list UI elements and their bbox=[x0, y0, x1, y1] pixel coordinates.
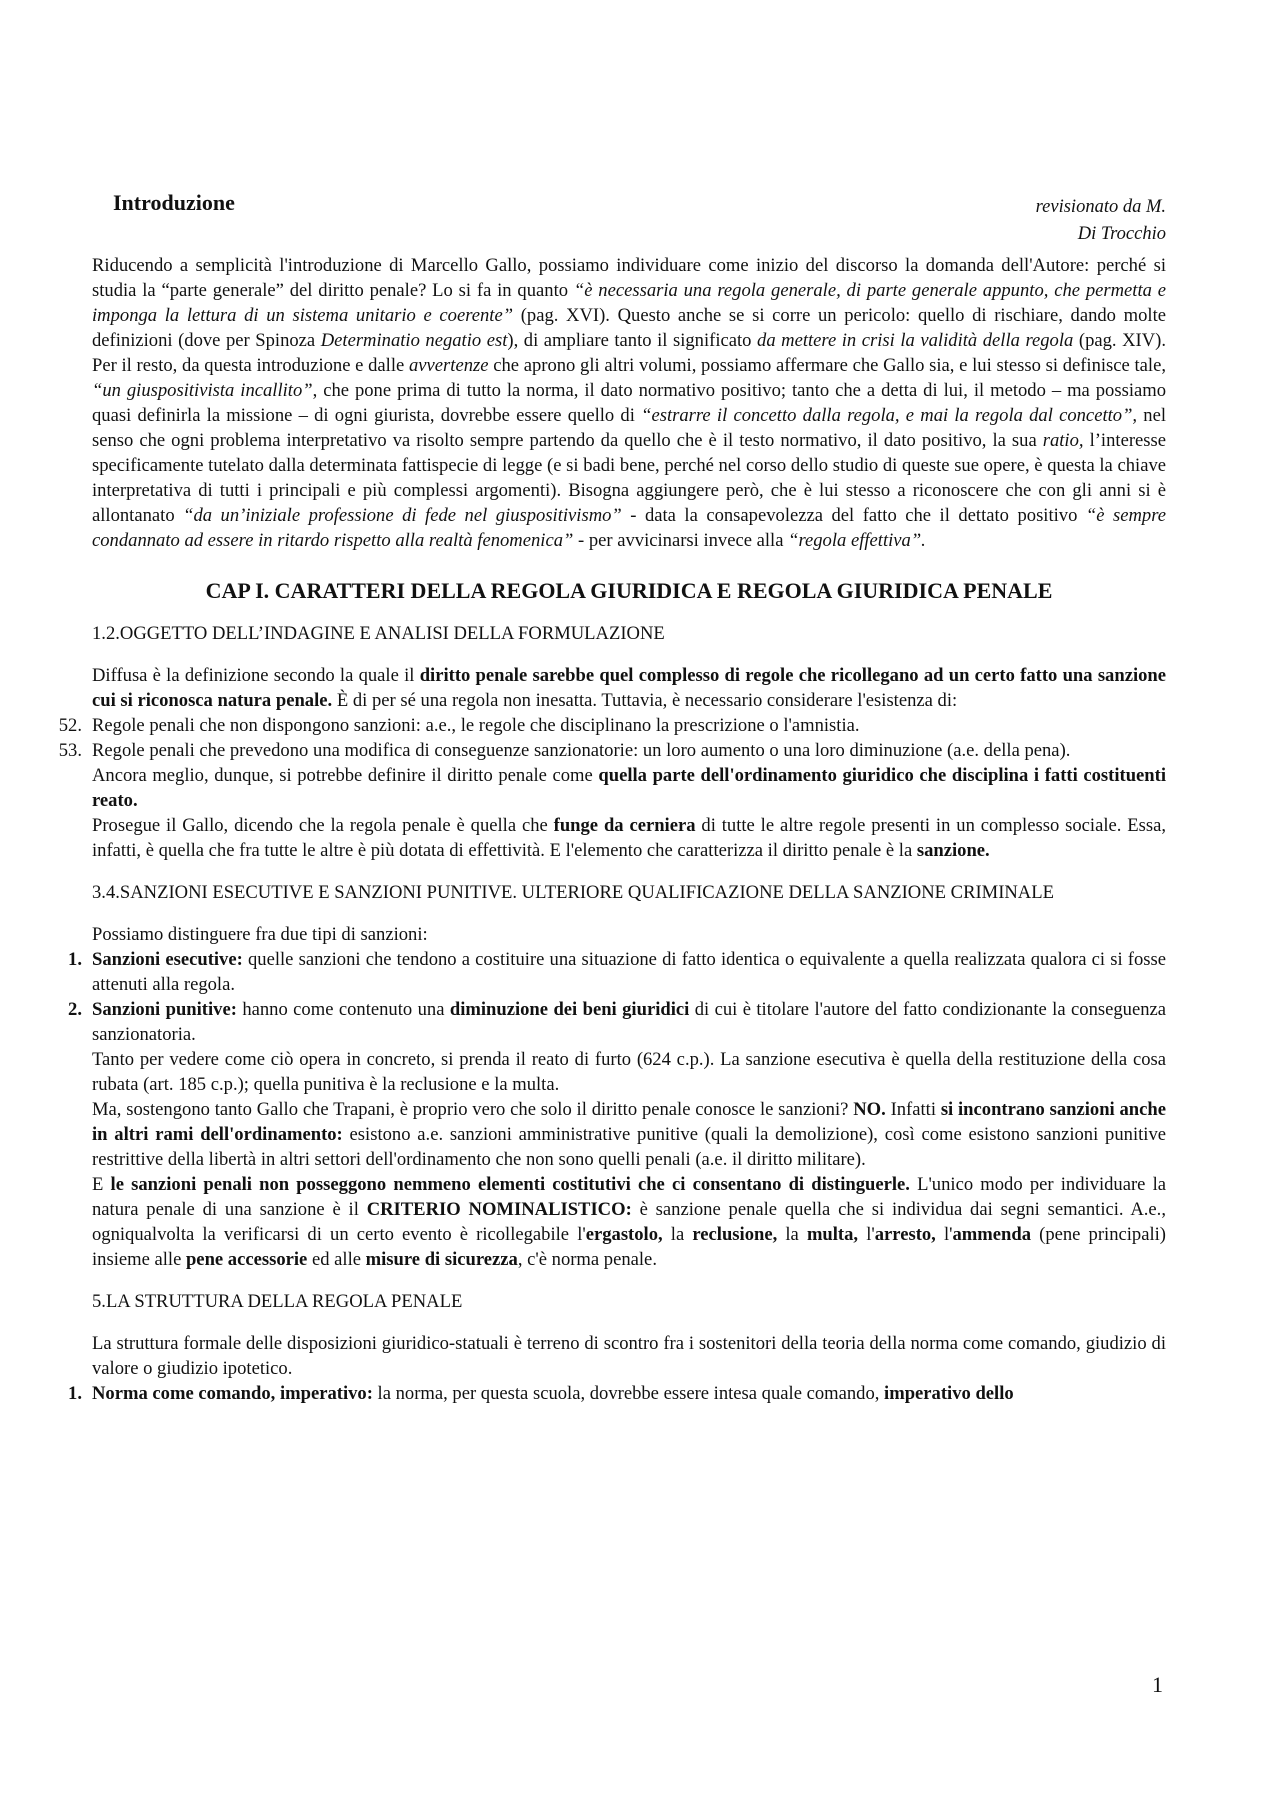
reviewer-note bbox=[1036, 194, 1166, 248]
reviewer-line-1: revisionato da M. bbox=[1035, 197, 1166, 217]
section3-paragraph-1: La struttura formale delle disposizioni giuridico-statuali è terreno di scontro fra i sostenitori della teoria della norma come comando, giudizio di valore o giudizio ipotetico. bbox=[92, 1333, 1166, 1379]
chapter-title: CAP I. CARATTERI DELLA REGOLA GIURIDICA E REGOLA GIURIDICA PENALE bbox=[205, 578, 1053, 603]
list-number: 1. bbox=[68, 949, 82, 970]
list-item bbox=[68, 997, 1167, 1047]
document-body bbox=[58, 253, 1167, 1406]
page-number: 1 bbox=[1152, 1672, 1163, 1697]
list-number: 52. bbox=[58, 715, 82, 736]
list-item-text: Regole penali che non dispongono sanzioni: a.e., le regole che disciplinano la prescrizione o l'amnistia. bbox=[92, 715, 860, 736]
list-item bbox=[68, 1381, 1166, 1406]
list-item bbox=[58, 738, 1166, 763]
list-number: 2. bbox=[68, 999, 82, 1020]
intro-paragraph: Riducendo a semplicità l'introduzione di Marcello Gallo, possiamo individuare come inizio del discorso la domanda dell'Autore: perché si studia la “parte generale” del diritto penale? Lo si fa in quanto “è necessaria una regola generale, di parte generale appunto, che permetta e imponga la lettura di un sistema unitario e coerente” (pag. XVI). Questo anche se si corre un pericolo: quello di rischiare, dando molte definizioni (dove per Spinoza Determinatio negatio est), di ampliare tanto il significato da mettere in crisi la validità della regola (pag. XIV). Per il resto, da questa introduzione e dalle avvertenze che aprono gli altri volumi, possiamo affermare che Gallo sia, e lui stesso si definisce tale, “un giuspositivista incallito”, che pone prima di tutto la norma, il dato normativo positivo; tanto che a detta di lui, il metodo – ma possiamo quasi definirla la missione – di ogni giurista, dovrebbe essere quello di “estrarre il concetto dalla regola, e mai la regola dal concetto”, nel senso che ogni problema interpretativo va risolto sempre partendo da quello che è il testo normativo, il dato positivo, la sua ratio, l’interesse specificamente tutelato dalla determinata fattispecie di legge (e si badi bene, perché nel corso dello studio di queste sue opere, è questa la chiave interpretativa di tutti i principali e più complessi argomenti). Bisogna aggiungere però, che è lui stesso a riconoscere che con gli anni si è allontanato “da un’iniziale professione di fede nel giuspositivismo” - data la consapevolezza del fatto che il dettato positivo “è sempre condannato ad essere in ritardo rispetto alla realtà fenomenica” - per avvicinarsi invece alla “regola effettiva”. bbox=[92, 255, 1167, 551]
section-heading-5: 5.LA STRUTTURA DELLA REGOLA PENALE bbox=[92, 1291, 463, 1312]
section2-paragraph-2: Ma, sostengono tanto Gallo che Trapani, è proprio vero che solo il diritto penale conosce le sanzioni? NO. Infatti si incontrano sanzioni anche in altri rami dell'ordinamento: esistono a.e. sanzioni amministrative punitive (quali la demolizione), così come esistono sanzioni punitive restrittive della libertà in altri settori dell'ordinamento che non sono quelli penali (a.e. il diritto militare). bbox=[92, 1099, 1166, 1170]
list-item bbox=[68, 947, 1166, 997]
list-item-text: Sanzioni esecutive: quelle sanzioni che tendono a costituire una situazione di fatto identica o equivalente a quella realizzata qualora ci si fosse attenuti alla regola. bbox=[92, 949, 1166, 995]
section1-paragraph-2: Ancora meglio, dunque, si potrebbe definire il diritto penale come quella parte dell'ordinamento giuridico che disciplina i fatti costituenti reato. bbox=[92, 765, 1167, 811]
section-heading-3-4: 3.4.SANZIONI ESECUTIVE E SANZIONI PUNITIVE. ULTERIORE QUALIFICAZIONE DELLA SANZIONE CRIMINALE bbox=[92, 882, 1054, 903]
list-item-text: Sanzioni punitive: hanno come contenuto una diminuzione dei beni giuridici di cui è titolare l'autore del fatto condizionante la conseguenza sanzionatoria. bbox=[92, 999, 1167, 1045]
list-item-text: Regole penali che prevedono una modifica di conseguenze sanzionatorie: un loro aumento o una loro diminuzione (a.e. della pena). bbox=[92, 740, 1071, 761]
section2-paragraph-3: E le sanzioni penali non posseggono nemmeno elementi costitutivi che ci consentano di distinguerle. L'unico modo per individuare la natura penale di una sanzione è il CRITERIO NOMINALISTICO: è sanzione penale quella che si individua dai segni semantici. A.e., ogniqualvolta la verificarsi di un certo evento è ricollegabile l'ergastolo, la reclusione, la multa, l'arresto, l'ammenda (pene principali) insieme alle pene accessorie ed alle misure di sicurezza, c'è norma penale. bbox=[92, 1174, 1167, 1270]
introduction-heading: Introduzione bbox=[113, 190, 235, 215]
list-item bbox=[58, 713, 1166, 738]
section1-paragraph-1: Diffusa è la definizione secondo la quale il diritto penale sarebbe quel complesso di regole che ricollegano ad un certo fatto una sanzione cui si riconosca natura penale. È di per sé una regola non inesatta. Tuttavia, è necessario considerare l'esistenza di: bbox=[92, 665, 1167, 711]
section2-intro: Possiamo distinguere fra due tipi di sanzioni: bbox=[92, 924, 428, 945]
section-heading-1-2: 1.2.OGGETTO DELL’INDAGINE E ANALISI DELLA FORMULAZIONE bbox=[92, 623, 665, 644]
section1-paragraph-3: Prosegue il Gallo, dicendo che la regola penale è quella che funge da cerniera di tutte le altre regole presenti in un complesso sociale. Essa, infatti, è quella che fra tutte le altre è più dotata di effettività. E l'elemento che caratterizza il diritto penale è la sanzione. bbox=[92, 815, 1166, 861]
list-item-text: Norma come comando, imperativo: la norma, per questa scuola, dovrebbe essere intesa quale comando, imperativo dello bbox=[92, 1383, 1014, 1404]
section2-paragraph-1: Tanto per vedere come ciò opera in concreto, si prenda il reato di furto (624 c.p.). La sanzione esecutiva è quella della restituzione della cosa rubata (art. 185 c.p.); quella punitiva è la reclusione e la multa. bbox=[92, 1049, 1166, 1095]
list-number: 53. bbox=[58, 740, 82, 761]
reviewer-line-2: Di Trocchio bbox=[1077, 224, 1166, 244]
list-number: 1. bbox=[68, 1383, 82, 1404]
